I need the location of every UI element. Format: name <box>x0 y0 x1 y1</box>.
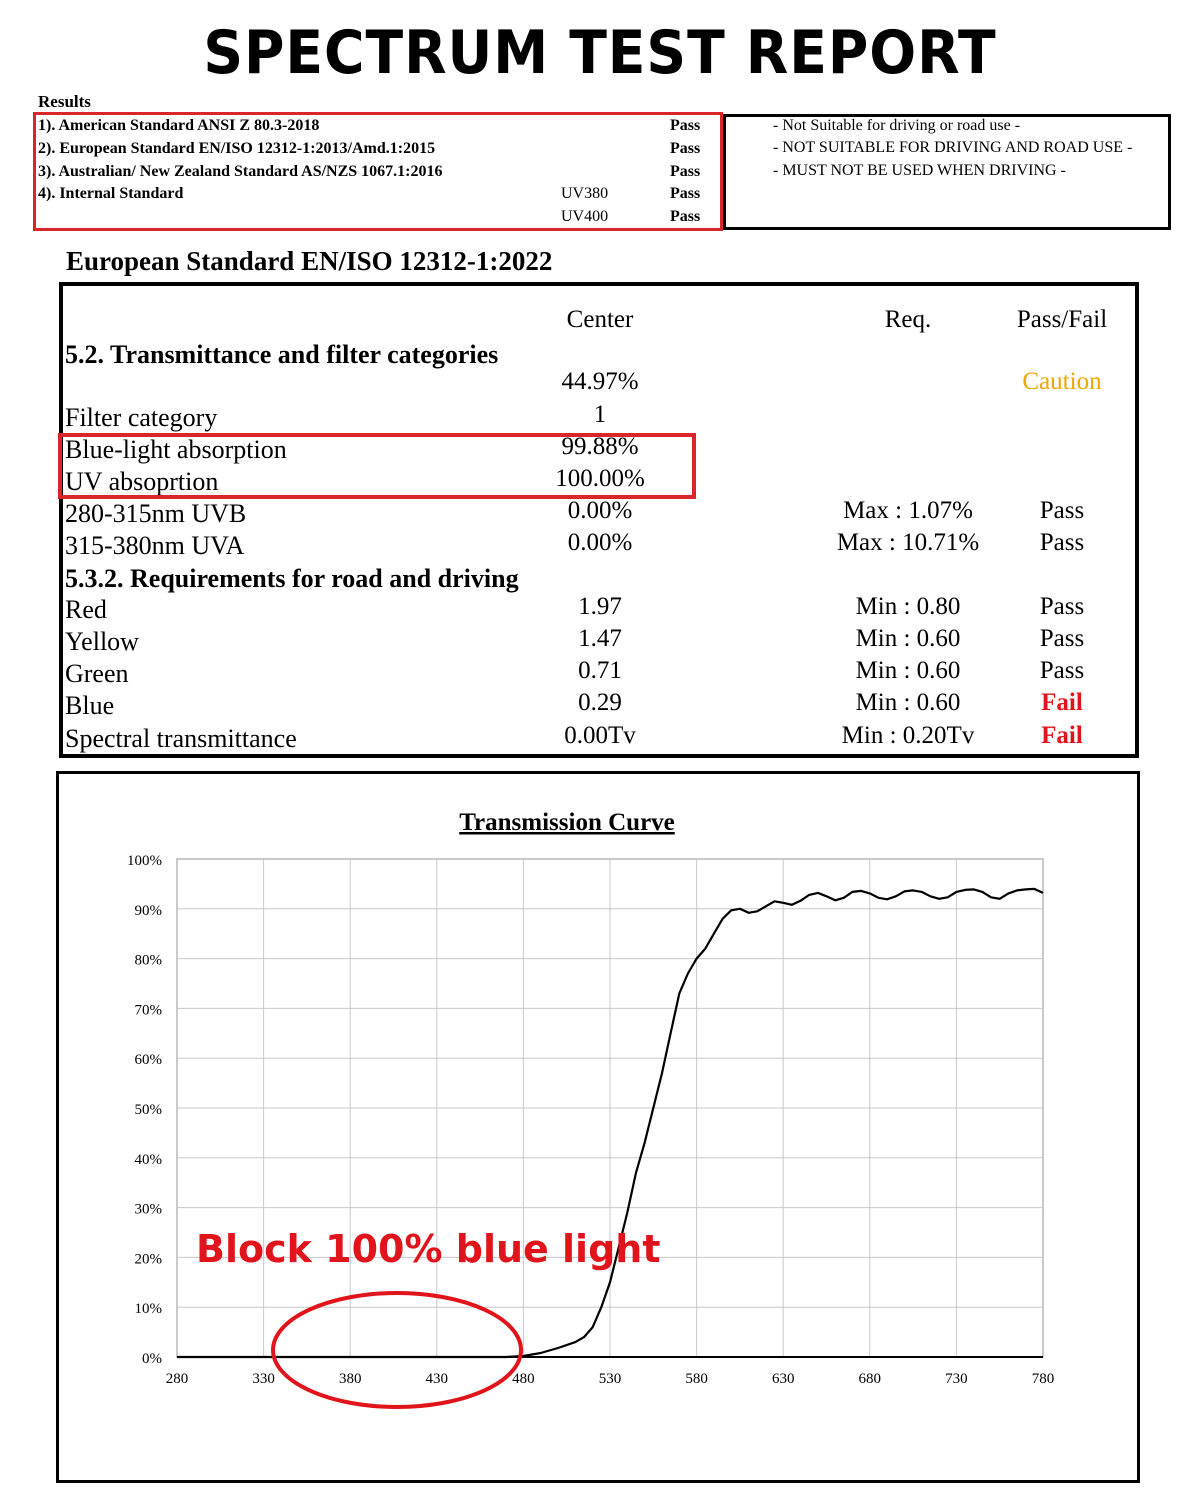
x-tick-label: 330 <box>252 1371 275 1387</box>
requirement-value: Max : 10.71% <box>836 529 980 556</box>
report-title: SPECTRUM TEST REPORT <box>203 18 997 88</box>
result-standard-label: 2). European Standard EN/ISO 12312-1:2013/Amd.1:2015 <box>38 140 436 157</box>
x-tick-label: 730 <box>945 1371 968 1387</box>
row-label: Green <box>65 659 129 688</box>
pass-fail-status: Caution <box>1022 368 1102 395</box>
y-tick-label: 60% <box>134 1052 162 1069</box>
y-tick-label: 0% <box>142 1351 162 1367</box>
pass-fail-status: Pass <box>1039 657 1085 684</box>
requirement-value: Min : 0.60 <box>855 689 961 716</box>
driving-warning-note: - MUST NOT BE USED WHEN DRIVING - <box>773 162 1066 179</box>
center-value: 0.29 <box>578 689 622 716</box>
row-label: Red <box>65 595 107 624</box>
x-tick-label: 630 <box>771 1371 795 1387</box>
center-value: 0.00% <box>567 529 633 556</box>
pass-fail-status: Pass <box>1039 625 1085 652</box>
center-value: 99.88% <box>561 433 639 460</box>
pass-fail-column-header: Pass/Fail <box>1016 306 1108 333</box>
row-label: 280-315nm UVB <box>65 499 247 528</box>
requirement-value: Min : 0.80 <box>855 593 961 620</box>
row-label: Blue <box>65 691 115 720</box>
center-value: 1.47 <box>578 625 622 652</box>
x-tick-label: 430 <box>425 1371 449 1387</box>
y-tick-label: 90% <box>134 902 162 919</box>
center-value: 44.97% <box>561 368 639 395</box>
x-tick-label: 680 <box>858 1371 882 1387</box>
y-tick-label: 80% <box>134 952 162 969</box>
center-value: 100.00% <box>555 465 645 492</box>
eu-standard-title: European Standard EN/ISO 12312-1:2022 <box>66 246 553 276</box>
x-tick-label: 480 <box>512 1371 535 1387</box>
row-label: Yellow <box>65 627 139 656</box>
result-status: Pass <box>670 208 701 225</box>
results-heading: Results <box>38 92 91 111</box>
center-column-header: Center <box>566 306 634 333</box>
y-tick-label: 70% <box>134 1002 162 1019</box>
requirement-value: Min : 0.60 <box>855 657 961 684</box>
result-standard-label: 4). Internal Standard <box>38 185 184 202</box>
pass-fail-status: Pass <box>1039 529 1085 556</box>
chart-title: Transmission Curve <box>459 809 675 836</box>
center-value: 0.71 <box>578 657 622 684</box>
pass-fail-status: Fail <box>1041 689 1083 716</box>
result-status: Pass <box>670 163 701 180</box>
result-sub-label: UV380 <box>561 185 609 202</box>
x-tick-label: 280 <box>165 1371 189 1387</box>
row-label: UV absoprtion <box>65 467 219 496</box>
y-tick-label: 10% <box>134 1301 162 1318</box>
x-tick-label: 780 <box>1031 1371 1055 1387</box>
row-label: Spectral transmittance <box>65 724 297 753</box>
x-tick-label: 530 <box>598 1371 622 1387</box>
row-label: Blue-light absorption <box>65 435 287 464</box>
result-standard-label: 1). American Standard ANSI Z 80.3-2018 <box>38 117 320 134</box>
result-standard-label: 3). Australian/ New Zealand Standard AS/NZS 1067.1:2016 <box>38 163 443 180</box>
result-status: Pass <box>670 185 701 202</box>
row-label: Filter category <box>65 403 218 432</box>
pass-fail-status: Fail <box>1041 722 1083 749</box>
pass-fail-status: Pass <box>1039 593 1085 620</box>
center-value: 0.00Tv <box>564 722 636 749</box>
result-sub-label: UV400 <box>561 208 609 225</box>
section-heading: 5.3.2. Requirements for road and driving <box>65 564 519 593</box>
req-column-header: Req. <box>884 306 932 333</box>
y-tick-label: 30% <box>134 1201 162 1218</box>
x-tick-label: 380 <box>338 1371 362 1387</box>
x-tick-label: 580 <box>685 1371 708 1387</box>
y-tick-label: 40% <box>134 1151 162 1168</box>
row-label: 315-380nm UVA <box>65 531 245 560</box>
result-status: Pass <box>670 140 701 157</box>
center-value: 1.97 <box>578 593 622 620</box>
pass-fail-status: Pass <box>1039 497 1085 524</box>
section-heading: 5.2. Transmittance and filter categories <box>65 340 499 369</box>
center-value: 0.00% <box>567 497 633 524</box>
driving-warning-note: - Not Suitable for driving or road use - <box>773 117 1021 134</box>
requirement-value: Min : 0.60 <box>855 625 961 652</box>
y-tick-label: 100% <box>127 853 162 869</box>
driving-warning-note: - NOT SUITABLE FOR DRIVING AND ROAD USE - <box>773 139 1133 156</box>
center-value: 1 <box>593 401 607 428</box>
result-status: Pass <box>670 117 701 134</box>
y-tick-label: 20% <box>134 1251 162 1268</box>
y-tick-label: 50% <box>134 1102 162 1118</box>
requirement-value: Min : 0.20Tv <box>841 722 975 749</box>
requirement-value: Max : 1.07% <box>843 497 973 524</box>
block-blue-light-annotation: Block 100% blue light <box>196 1227 661 1271</box>
